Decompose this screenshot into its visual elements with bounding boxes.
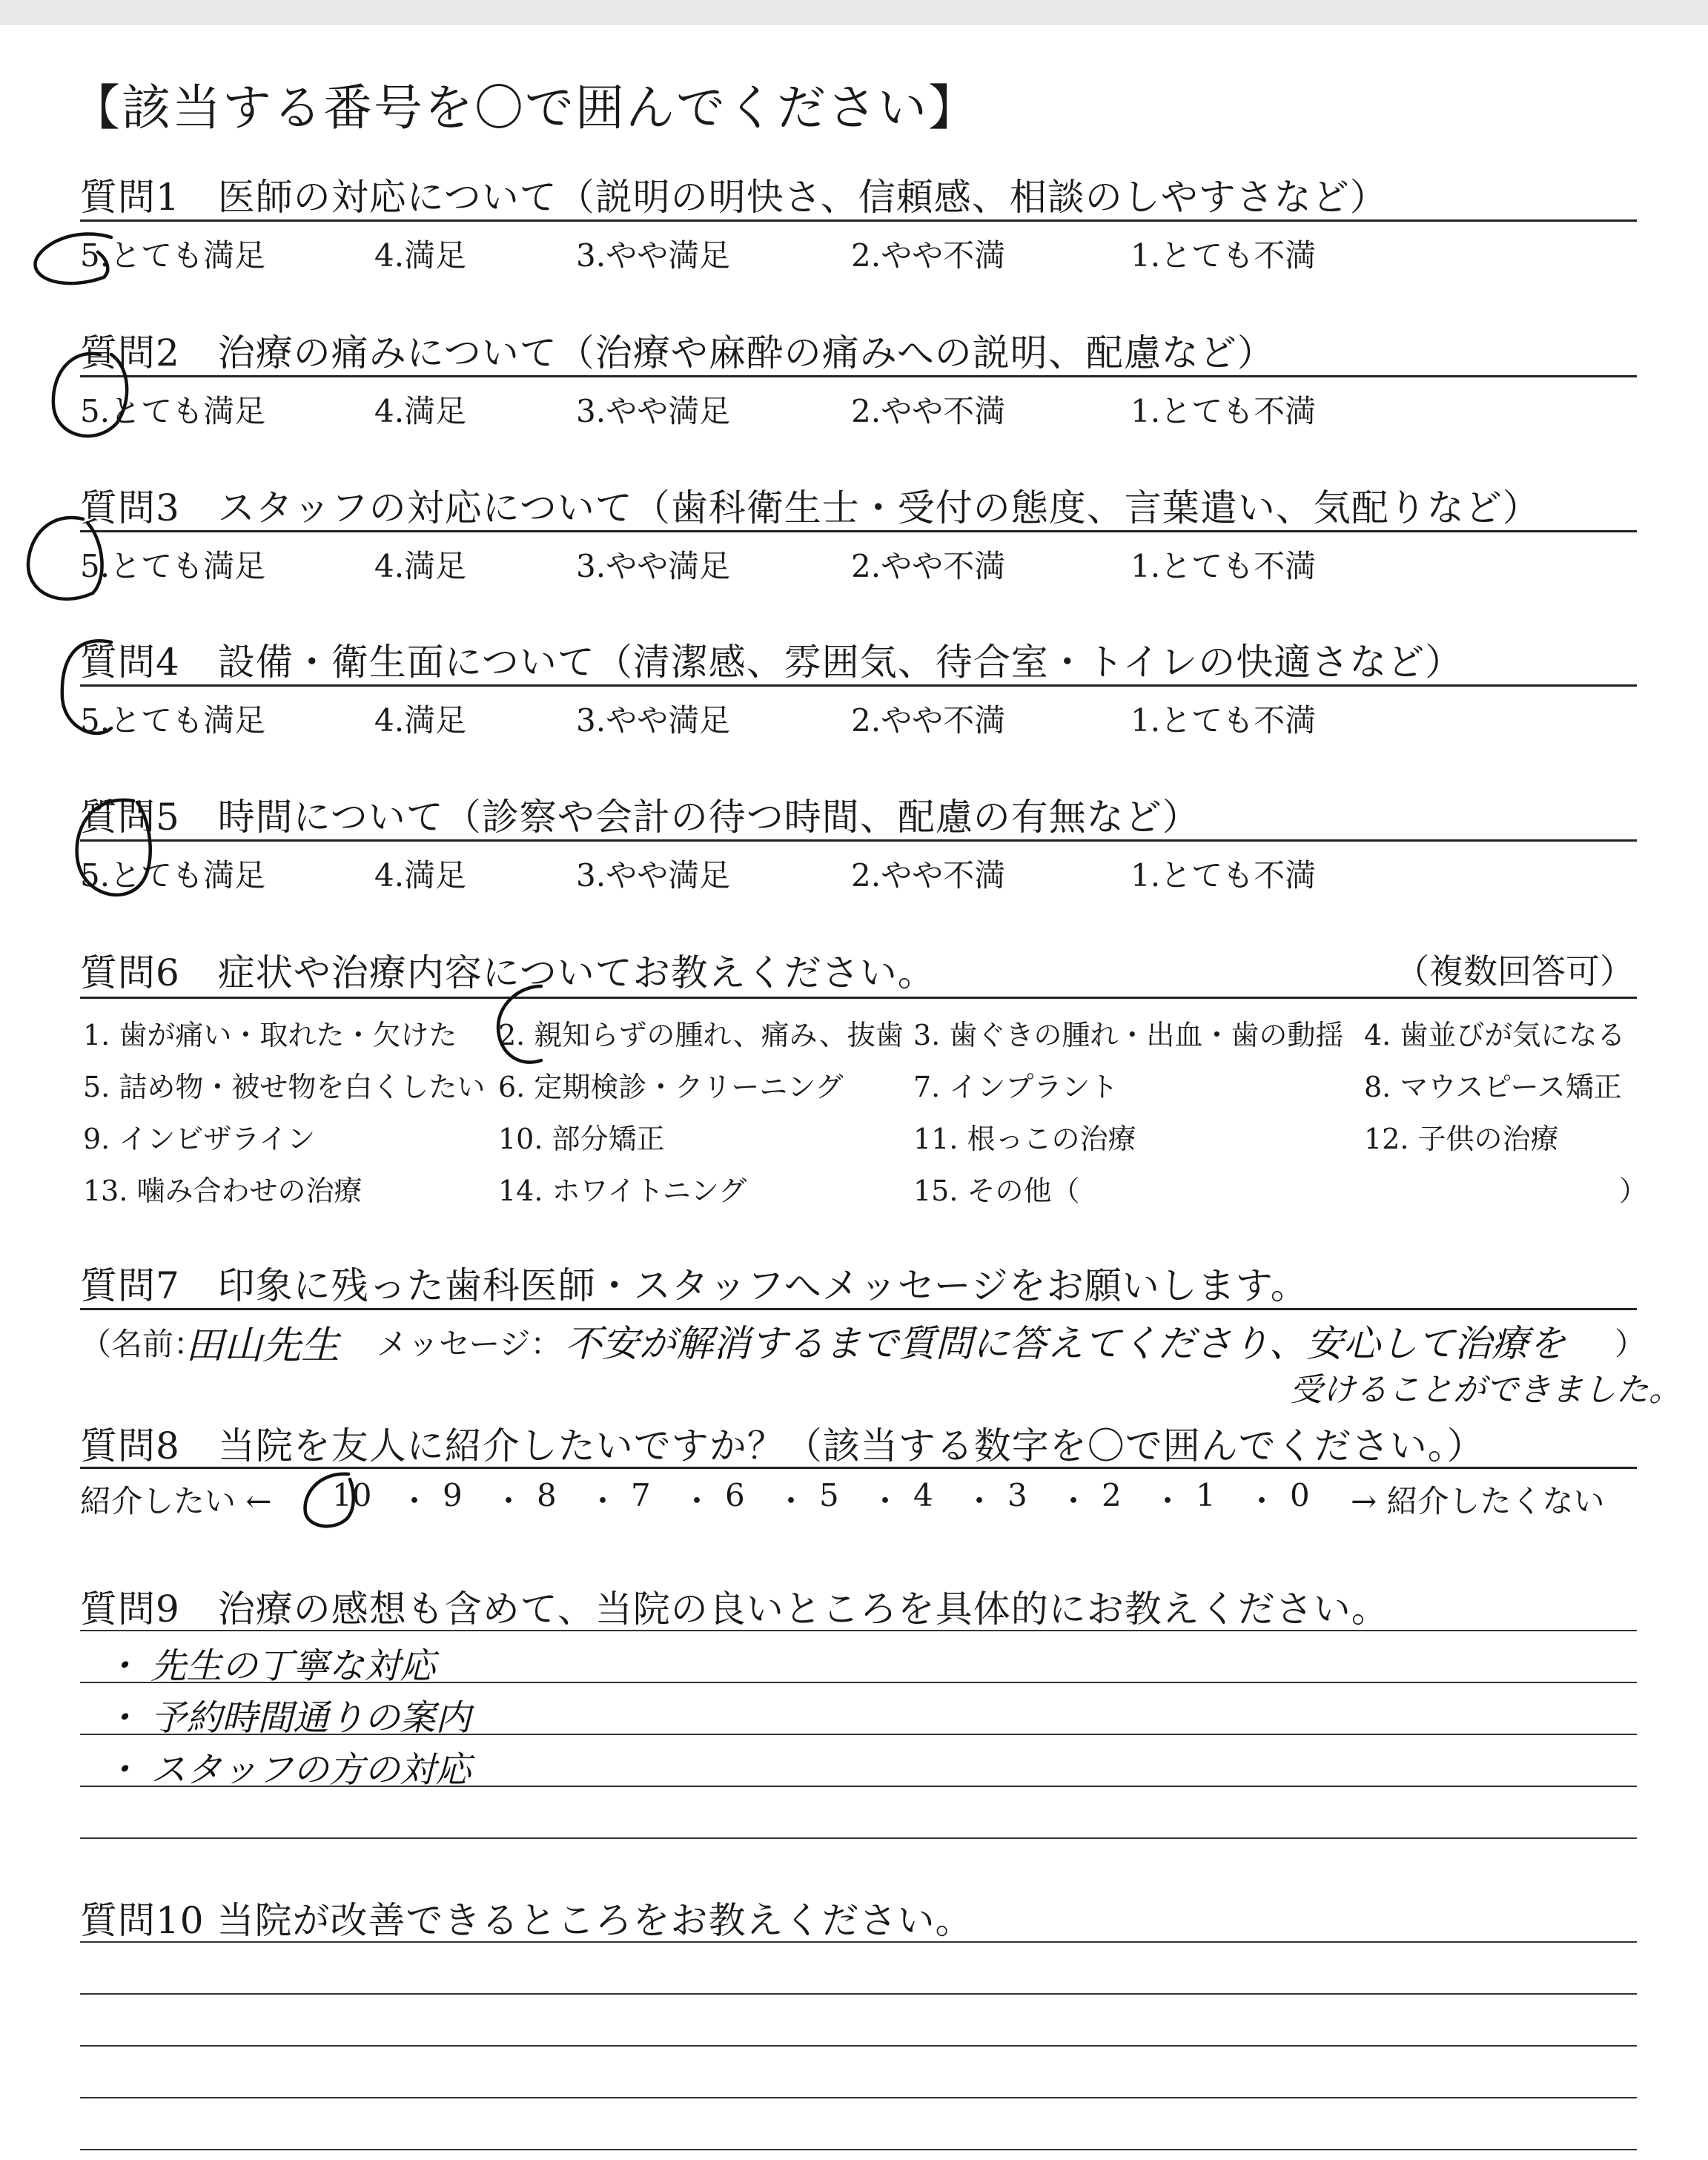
q6-option-1[interactable]: 1. 歯が痛い・取れた・欠けた (83, 1019, 457, 1051)
q5-option-5[interactable]: 5.とても満足 (80, 857, 266, 894)
scale-5[interactable]: 5 (819, 1477, 839, 1513)
scale-1[interactable]: 1 (1196, 1477, 1216, 1513)
scale-7[interactable]: 7 (631, 1477, 651, 1513)
q1-option-3[interactable]: 3.やや満足 (576, 237, 731, 274)
q6-option-5[interactable]: 5. 詰め物・被せ物を白くしたい (83, 1071, 486, 1103)
q6-option-10[interactable]: 10. 部分矯正 (498, 1123, 665, 1155)
q4-option-3[interactable]: 3.やや満足 (576, 702, 731, 739)
name-label: （名前： (80, 1326, 205, 1362)
scale-dot: ・ (775, 1483, 807, 1519)
q10-line (80, 2045, 1637, 2047)
q6-option-15[interactable]: 15. その他（ (913, 1175, 1080, 1207)
scale-10[interactable]: 10 (332, 1477, 372, 1513)
question-3-rule (80, 530, 1637, 532)
q9-line (80, 1630, 1637, 1631)
q1-option-4[interactable]: 4.満足 (374, 237, 467, 274)
scale-dot: ・ (870, 1483, 901, 1519)
q6-option-6[interactable]: 6. 定期検診・クリーニング (498, 1071, 844, 1103)
message-handwritten-line-2[interactable]: 受けることができました。 (1290, 1371, 1681, 1409)
question-1-title: 質問1 医師の対応について（説明の明快さ、信頼感、相談のしやすさなど） (80, 176, 1388, 219)
q9-answer-2[interactable]: ・ 予約時間通りの案内 (104, 1697, 471, 1739)
q6-option-7[interactable]: 7. インプラント (913, 1071, 1119, 1103)
q6-option-9[interactable]: 9. インビザライン (83, 1123, 316, 1155)
q6-other-close-paren: ） (1619, 1175, 1648, 1207)
q6-option-14[interactable]: 14. ホワイトニング (498, 1175, 747, 1207)
q2-option-3[interactable]: 3.やや満足 (576, 393, 731, 429)
q6-option-3[interactable]: 3. 歯ぐきの腫れ・出血・歯の動揺 (913, 1019, 1344, 1051)
q9-answer-1[interactable]: ・ 先生の丁寧な対応 (104, 1645, 436, 1687)
question-6-rule (80, 997, 1637, 999)
question-5-rule (80, 839, 1637, 842)
question-7-rule (80, 1308, 1637, 1310)
question-3-title: 質問3 スタッフの対応について（歯科衛生士・受付の態度、言葉遣い、気配りなど） (80, 486, 1540, 529)
q3-option-2[interactable]: 2.やや不満 (851, 548, 1006, 584)
message-close-paren: ） (1615, 1326, 1646, 1362)
q4-option-4[interactable]: 4.満足 (374, 702, 467, 739)
q3-option-5[interactable]: 5.とても満足 (80, 548, 266, 584)
question-8-rule (80, 1467, 1637, 1469)
scale-dot: ・ (493, 1483, 525, 1519)
scale-dot: ・ (587, 1483, 619, 1519)
message-label: メッセージ： (377, 1326, 562, 1362)
q6-option-13[interactable]: 13. 噛み合わせの治療 (83, 1175, 363, 1207)
q9-answer-3[interactable]: ・ スタッフの方の対応 (104, 1749, 471, 1791)
q10-line (80, 1993, 1637, 1995)
question-10-title: 質問10 当院が改善できるところをお教えください。 (80, 1899, 973, 1942)
question-1-rule (80, 219, 1637, 222)
q10-line (80, 2097, 1637, 2098)
scale-6[interactable]: 6 (725, 1477, 745, 1513)
question-6-title: 質問6 症状や治療内容についてお教えください。 (80, 951, 936, 994)
page-title: 【該当する番号を〇で囲んでください】 (71, 79, 979, 136)
question-4-title: 質問4 設備・衛生面について（清潔感、雰囲気、待合室・トイレの快適さなど） (80, 641, 1463, 684)
question-2-rule (80, 375, 1637, 377)
scale-dot: ・ (1152, 1483, 1184, 1519)
q2-option-5[interactable]: 5.とても満足 (80, 393, 266, 429)
q2-option-2[interactable]: 2.やや不満 (851, 393, 1006, 429)
question-7-title: 質問7 印象に残った歯科医師・スタッフへメッセージをお願いします。 (80, 1264, 1308, 1307)
q6-option-2[interactable]: 2. 親知らずの腫れ、痛み、抜歯 (498, 1019, 904, 1051)
message-handwritten-line-1[interactable]: 不安が解消するまで質問に答えてくださり、安心して治療を (565, 1322, 1566, 1365)
q1-option-2[interactable]: 2.やや不満 (851, 237, 1006, 274)
q6-option-12[interactable]: 12. 子供の治療 (1364, 1123, 1559, 1155)
scale-9[interactable]: 9 (443, 1477, 463, 1513)
question-9-title: 質問9 治療の感想も含めて、当院の良いところを具体的にお教えください。 (80, 1588, 1389, 1631)
scale-8[interactable]: 8 (537, 1477, 557, 1513)
q6-option-4[interactable]: 4. 歯並びが気になる (1364, 1019, 1626, 1051)
q4-option-5[interactable]: 5.とても満足 (80, 702, 266, 739)
q1-option-5[interactable]: 5.とても満足 (80, 237, 266, 274)
q5-option-4[interactable]: 4.満足 (374, 857, 467, 894)
scale-dot: ・ (681, 1483, 713, 1519)
scan-top-edge (0, 0, 1708, 25)
q4-option-1[interactable]: 1.とても不満 (1131, 702, 1317, 739)
scale-0[interactable]: 0 (1290, 1477, 1310, 1513)
q2-option-1[interactable]: 1.とても不満 (1131, 393, 1317, 429)
question-5-title: 質問5 時間について（診察や会計の待つ時間、配慮の有無など） (80, 796, 1200, 839)
name-handwritten[interactable]: 田山先生 (185, 1324, 340, 1368)
scale-dot: ・ (964, 1483, 996, 1519)
recommend-right-label: → 紹介したくない (1351, 1483, 1605, 1519)
scale-dot: ・ (399, 1483, 431, 1519)
q5-option-1[interactable]: 1.とても不満 (1131, 857, 1317, 894)
q2-option-4[interactable]: 4.満足 (374, 393, 467, 429)
q10-line (80, 1941, 1637, 1943)
scale-dot: ・ (1058, 1483, 1090, 1519)
q6-option-11[interactable]: 11. 根っこの治療 (913, 1123, 1136, 1155)
q3-option-4[interactable]: 4.満足 (374, 548, 467, 584)
q1-option-1[interactable]: 1.とても不満 (1131, 237, 1317, 274)
recommend-left-label: 紹介したい ← (80, 1483, 272, 1519)
question-2-title: 質問2 治療の痛みについて（治療や麻酔の痛みへの説明、配慮など） (80, 331, 1275, 374)
q10-line (80, 2149, 1637, 2150)
scale-4[interactable]: 4 (913, 1477, 933, 1513)
q3-option-3[interactable]: 3.やや満足 (576, 548, 731, 584)
q5-option-3[interactable]: 3.やや満足 (576, 857, 731, 894)
question-8-title: 質問8 当院を友人に紹介したいですか？（該当する数字を〇で囲んでください。） (80, 1424, 1485, 1467)
scale-3[interactable]: 3 (1007, 1477, 1027, 1513)
q4-option-2[interactable]: 2.やや不満 (851, 702, 1006, 739)
multiple-answers-note: （複数回答可） (1395, 951, 1634, 991)
q6-option-8[interactable]: 8. マウスピース矯正 (1364, 1071, 1622, 1103)
scale-dot: ・ (1246, 1483, 1278, 1519)
scale-2[interactable]: 2 (1102, 1477, 1122, 1513)
q9-line (80, 1837, 1637, 1839)
question-4-rule (80, 684, 1637, 687)
q3-option-1[interactable]: 1.とても不満 (1131, 548, 1317, 584)
q5-option-2[interactable]: 2.やや不満 (851, 857, 1006, 894)
